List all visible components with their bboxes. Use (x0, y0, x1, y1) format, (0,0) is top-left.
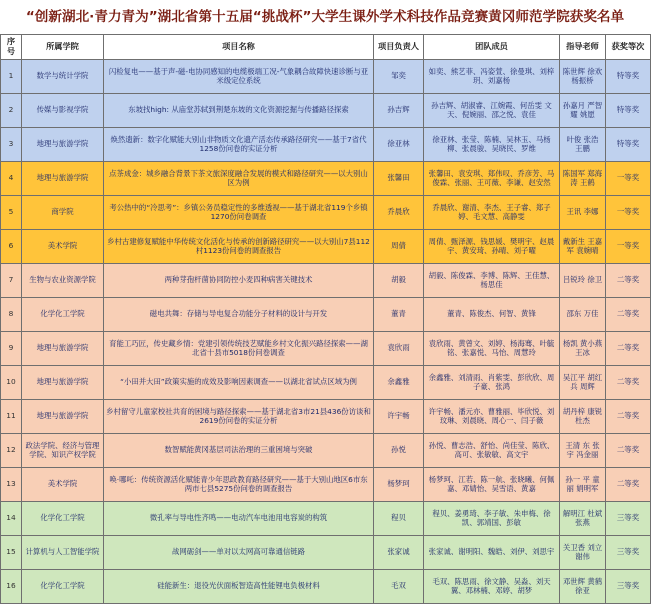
cell-members: 袁欣雨、黄曾文、刘婷、杨海骞、叶毓铭、张嘉悦、马怡、周慧玲 (424, 332, 560, 366)
table-row (1, 162, 651, 196)
cell-members: 杨梦珂、江若、陈一航、张晓曦、何佩嘉、邓婧怡、吴雪语、黄嘉 (424, 468, 560, 502)
cell-leader: 乔晨欣 (374, 196, 424, 230)
cell-college: 化学化工学院 (22, 298, 104, 332)
table-row (1, 570, 651, 604)
cell-advisor: 邓世辉 黄鹤 徐亚 (560, 570, 606, 604)
cell-advisor: 杨凯 黄小燕 王冰 (560, 332, 606, 366)
cell-advisor: 陈国军 郑海涛 王鹤 (560, 162, 606, 196)
cell-college: 计算机与人工智能学院 (22, 536, 104, 570)
cell-advisor: 王清 东 张宇 冯金丽 (560, 434, 606, 468)
cell-members: 张家诚、谢明阳、魏皓、刘伊、刘思宇 (424, 536, 560, 570)
cell-no: 10 (1, 366, 22, 400)
cell-college: 生物与农业资源学院 (22, 264, 104, 298)
cell-leader: 邹奕 (374, 60, 424, 94)
cell-members: 程贝、姜勇琦、李子敏、朱申梅、徐凯、郭靖国、彭敏 (424, 502, 560, 536)
cell-no: 9 (1, 332, 22, 366)
table-row (1, 332, 651, 366)
cell-leader: 张家诚 (374, 536, 424, 570)
header-members: 团队成员 (424, 35, 560, 60)
cell-no: 14 (1, 502, 22, 536)
cell-college: 数学与统计学院 (22, 60, 104, 94)
cell-leader: 余鑫雅 (374, 366, 424, 400)
table-row (1, 366, 651, 400)
cell-college: 传媒与影视学院 (22, 94, 104, 128)
table-row (1, 434, 651, 468)
table-row (1, 94, 651, 128)
cell-no: 11 (1, 400, 22, 434)
cell-no: 1 (1, 60, 22, 94)
cell-leader: 孙悦 (374, 434, 424, 468)
table-header-row (1, 35, 651, 60)
cell-members: 徐亚林、张莹、陈楠、吴林玉、马杨柳、张晨骏、吴晓民、罗维 (424, 128, 560, 162)
cell-advisor: 吕锐玲 徐卫 (560, 264, 606, 298)
cell-no: 15 (1, 536, 22, 570)
cell-project: 东坡找high: 从庙堂苏轼到荆楚东坡的文化资源挖掘与传播路径探索 (104, 94, 374, 128)
cell-no: 7 (1, 264, 22, 298)
cell-advisor: 孙嘉月 严智耀 姚愿 (560, 94, 606, 128)
cell-award: 二等奖 (606, 434, 651, 468)
cell-leader: 董青 (374, 298, 424, 332)
cell-project: 磁电共舞：存储与导电复合功能分子材料的设计与开发 (104, 298, 374, 332)
cell-advisor: 胡丹梓 康锐 杜杰 (560, 400, 606, 434)
cell-project: “小田并大田”政策实施的成效及影响因素调查——以湖北省试点区域为例 (104, 366, 374, 400)
cell-members: 周倩、甄泽源、钱思媛、樊明宇、赵晨宇、黄安琦、孙晴、刘子曜 (424, 230, 560, 264)
table-row (1, 400, 651, 434)
cell-project: 硅能新生：退役光伏面板智造高性能锂电负极材料 (104, 570, 374, 604)
cell-no: 8 (1, 298, 22, 332)
cell-award: 特等奖 (606, 60, 651, 94)
cell-college: 地理与旅游学院 (22, 128, 104, 162)
cell-members: 董青、陈俊杰、何智、黄锋 (424, 298, 560, 332)
cell-no: 6 (1, 230, 22, 264)
cell-college: 美术学院 (22, 468, 104, 502)
cell-no: 4 (1, 162, 22, 196)
cell-members: 孙悦、曹志浩、舒怡、尚佳莹、陈欣、高可、张敏敏、高文宇 (424, 434, 560, 468)
cell-leader: 张馨田 (374, 162, 424, 196)
cell-project: 数智赋能黄冈基层司法治理的三重困境与突破 (104, 434, 374, 468)
page-title: “创新湖北·青力青为”湖北省第十五届“挑战杯”大学生课外学术科技作品竞赛黄冈师范学院获奖名单 (25, 9, 625, 25)
table-row (1, 60, 651, 94)
cell-leader: 孙吉辉 (374, 94, 424, 128)
cell-project: 考公热中的“冷思考”：乡镇公务员稳定性的多维透视——基于湖北省119个乡镇1270份问卷调查 (104, 196, 374, 230)
cell-award: 二等奖 (606, 366, 651, 400)
table-row (1, 196, 651, 230)
header-advisor: 指导老师 (560, 35, 606, 60)
award-table (0, 34, 651, 604)
cell-award: 二等奖 (606, 264, 651, 298)
header-project: 项目名称 (104, 35, 374, 60)
cell-advisor: 戴新生 王嘉军 袁婉晴 (560, 230, 606, 264)
header-leader: 项目负责人 (374, 35, 424, 60)
cell-advisor: 解明江 杜斌 张燕 (560, 502, 606, 536)
cell-award: 特等奖 (606, 128, 651, 162)
cell-project: 乡村留守儿童家校社共育的困境与路径探索——基于湖北省3市21县436份访谈和2619份问卷的实证分析 (104, 400, 374, 434)
cell-leader: 许宇畅 (374, 400, 424, 434)
cell-members: 乔晨欣、谢清、李杰、王子睿、郑子婷、毛文慧、高静雯 (424, 196, 560, 230)
cell-leader: 程贝 (374, 502, 424, 536)
cell-college: 地理与旅游学院 (22, 332, 104, 366)
cell-project: 唤·哪吒：传统资源活化赋能青少年思政教育路径研究——基于大别山地区6市东两市七县5275份问卷的调查报告 (104, 468, 374, 502)
cell-members: 孙吉辉、胡淑睿、江婉霞、何岳雯 文天、倪婉丽、邵之悦、袁佳 (424, 94, 560, 128)
cell-project: 战网砺剑——单对以太网高可靠通信链路 (104, 536, 374, 570)
table-row (1, 264, 651, 298)
cell-college: 美术学院 (22, 230, 104, 264)
cell-members: 毛双、陈思雨、徐文静、吴淼、刘天翼、邓林楠、邓婷、胡梦 (424, 570, 560, 604)
table-body (1, 60, 651, 604)
cell-award: 一等奖 (606, 230, 651, 264)
cell-members: 如奕、熊艺菲、冯姿萱、徐曼琪、刘梓玥、刘嘉杨 (424, 60, 560, 94)
table-row (1, 502, 651, 536)
cell-project: 乡村古建修复赋能中华传统文化活化与传承的创新路径研究——以大别山7县112村1123份问卷的调查报告 (104, 230, 374, 264)
header-college: 所属学院 (22, 35, 104, 60)
cell-advisor: 邵东 万佳 (560, 298, 606, 332)
cell-award: 二等奖 (606, 298, 651, 332)
cell-award: 二等奖 (606, 400, 651, 434)
cell-project: 点茶成金：城乡融合背景下茶文旅深度融合发展的模式和路径研究——以大别山区为例 (104, 162, 374, 196)
cell-award: 三等奖 (606, 570, 651, 604)
cell-award: 二等奖 (606, 468, 651, 502)
cell-members: 胡毅、陈俊霖、李博、陈辉、王佳慧、杨思佳 (424, 264, 560, 298)
cell-award: 一等奖 (606, 162, 651, 196)
cell-leader: 胡毅 (374, 264, 424, 298)
cell-advisor: 关卫香 刘立 谢伟 (560, 536, 606, 570)
cell-college: 地理与旅游学院 (22, 400, 104, 434)
cell-award: 二等奖 (606, 332, 651, 366)
cell-award: 一等奖 (606, 196, 651, 230)
cell-project: 两种芽孢杆菌协同防控小麦四种病害关键技术 (104, 264, 374, 298)
cell-advisor: 孙一 平 童丽 娟明军 (560, 468, 606, 502)
cell-project: 闪检复电——基于声-磁-电协同感知的电缆极端工况-气象耦合故障快速诊断与亚米级定位系统 (104, 60, 374, 94)
cell-award: 特等奖 (606, 94, 651, 128)
cell-no: 3 (1, 128, 22, 162)
cell-leader: 毛双 (374, 570, 424, 604)
cell-college: 政法学院、经济与管理学院、知识产权学院 (22, 434, 104, 468)
cell-project: 焕然遗新：数字化赋能大别山非物质文化遗产活态传承路径研究——基于7省代1258份问卷的实证分析 (104, 128, 374, 162)
cell-project: 育能工巧匠，传史藏乡情：党建引领传统技艺赋能乡村文化振兴路径探索——湖北省十县市5018份问卷调查 (104, 332, 374, 366)
table-row (1, 230, 651, 264)
cell-members: 张馨田、袁安琪、郑伟叹、乔彦芳、马俊霖、张丽、王可薇、李谦、赵安然 (424, 162, 560, 196)
cell-college: 地理与旅游学院 (22, 162, 104, 196)
cell-leader: 杨梦珂 (374, 468, 424, 502)
cell-advisor: 叶俊 张浩 王鹏 (560, 128, 606, 162)
header-award: 获奖等次 (606, 35, 651, 60)
cell-college: 化学化工学院 (22, 570, 104, 604)
cell-award: 三等奖 (606, 502, 651, 536)
cell-advisor: 吴江平 胡红兵 周辉 (560, 366, 606, 400)
cell-no: 16 (1, 570, 22, 604)
cell-no: 2 (1, 94, 22, 128)
cell-no: 13 (1, 468, 22, 502)
cell-advisor: 王讯 李娜 (560, 196, 606, 230)
table-row (1, 468, 651, 502)
table-row (1, 128, 651, 162)
cell-project: 微孔率与导电性齐鸣——电动汽车电池用电容炭的构筑 (104, 502, 374, 536)
cell-college: 地理与旅游学院 (22, 366, 104, 400)
cell-leader: 袁欣雨 (374, 332, 424, 366)
table-row (1, 298, 651, 332)
cell-no: 5 (1, 196, 22, 230)
cell-leader: 徐亚林 (374, 128, 424, 162)
cell-members: 许宇畅、潘元亦、曹雅丽、毕欣悦、刘玟琳、刘晨晓、周心一、闫子薇 (424, 400, 560, 434)
cell-advisor: 陈世辉 徐欢 杨振桥 (560, 60, 606, 94)
header-no: 序号 (1, 35, 22, 60)
cell-college: 商学院 (22, 196, 104, 230)
cell-no: 12 (1, 434, 22, 468)
table-row (1, 536, 651, 570)
cell-college: 化学化工学院 (22, 502, 104, 536)
cell-award: 三等奖 (606, 536, 651, 570)
cell-leader: 周倩 (374, 230, 424, 264)
cell-members: 余鑫雅、刘清雨、肖紫雯、彭欣欣、周子豪、张鸿 (424, 366, 560, 400)
